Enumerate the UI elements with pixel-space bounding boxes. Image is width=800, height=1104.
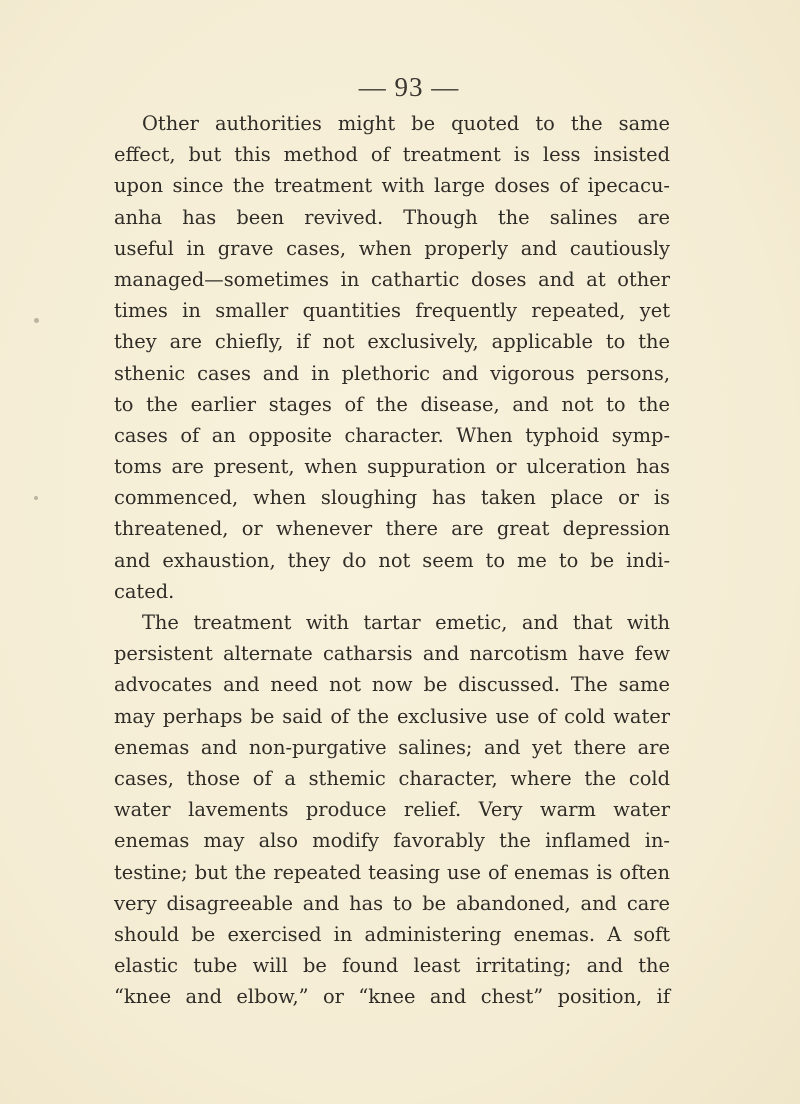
text-line: The treatment with tartar emetic, and that with: [142, 611, 670, 634]
text-line: upon since the treatment with large doses of ipecacu-: [114, 174, 670, 198]
text-line: advocates and need not now be discussed. The same: [114, 673, 670, 697]
text-line: may perhaps be said of the exclusive use of cold water: [114, 704, 670, 728]
body-text: [114, 108, 670, 1012]
paper-speck: [34, 318, 39, 323]
text-line: water lavements produce relief. Very warm water: [114, 798, 670, 822]
text-line: anha has been revived. Though the salines are: [114, 205, 670, 229]
text-line: persistent alternate catharsis and narcotism have few: [114, 642, 670, 666]
text-line: cated.: [114, 579, 175, 603]
text-line: useful in grave cases, when properly and cautiously: [114, 236, 670, 260]
text-line: “knee and elbow,” or “knee and chest” position, if: [114, 985, 670, 1009]
text-line: sthenic cases and in plethoric and vigorous persons,: [114, 361, 670, 385]
text-line: commenced, when sloughing has taken place or is: [114, 486, 670, 510]
text-line: toms are present, when suppuration or ulceration has: [114, 455, 670, 479]
text-line: Other authorities might be quoted to the same: [142, 112, 670, 135]
text-line: cases, those of a sthemic character, where the cold: [114, 766, 670, 790]
text-line: cases of an opposite character. When typhoid symp-: [114, 423, 670, 447]
text-line: effect, but this method of treatment is less insisted: [114, 143, 670, 167]
text-line: they are chiefly, if not exclusively, applicable to the: [114, 330, 670, 354]
text-line: to the earlier stages of the disease, and not to the: [114, 392, 670, 416]
paper-speck: [34, 496, 38, 500]
text-line: managed—sometimes in cathartic doses and at other: [114, 267, 670, 291]
text-line: enemas may also modify favorably the inflamed in-: [114, 829, 670, 853]
text-line: times in smaller quantities frequently repeated, yet: [114, 299, 670, 323]
text-line: and exhaustion, they do not seem to me to be indi-: [114, 548, 670, 572]
page-number: — 93 —: [358, 72, 460, 102]
text-line: elastic tube will be found least irritating; and the: [114, 954, 670, 978]
text-line: threatened, or whenever there are great depression: [114, 517, 670, 541]
text-line: very disagreeable and has to be abandoned, and care: [114, 891, 670, 915]
text-line: should be exercised in administering enemas. A soft: [114, 922, 670, 946]
text-line: enemas and non-purgative salines; and yet there are: [114, 735, 670, 759]
text-line: testine; but the repeated teasing use of enemas is often: [114, 860, 670, 884]
